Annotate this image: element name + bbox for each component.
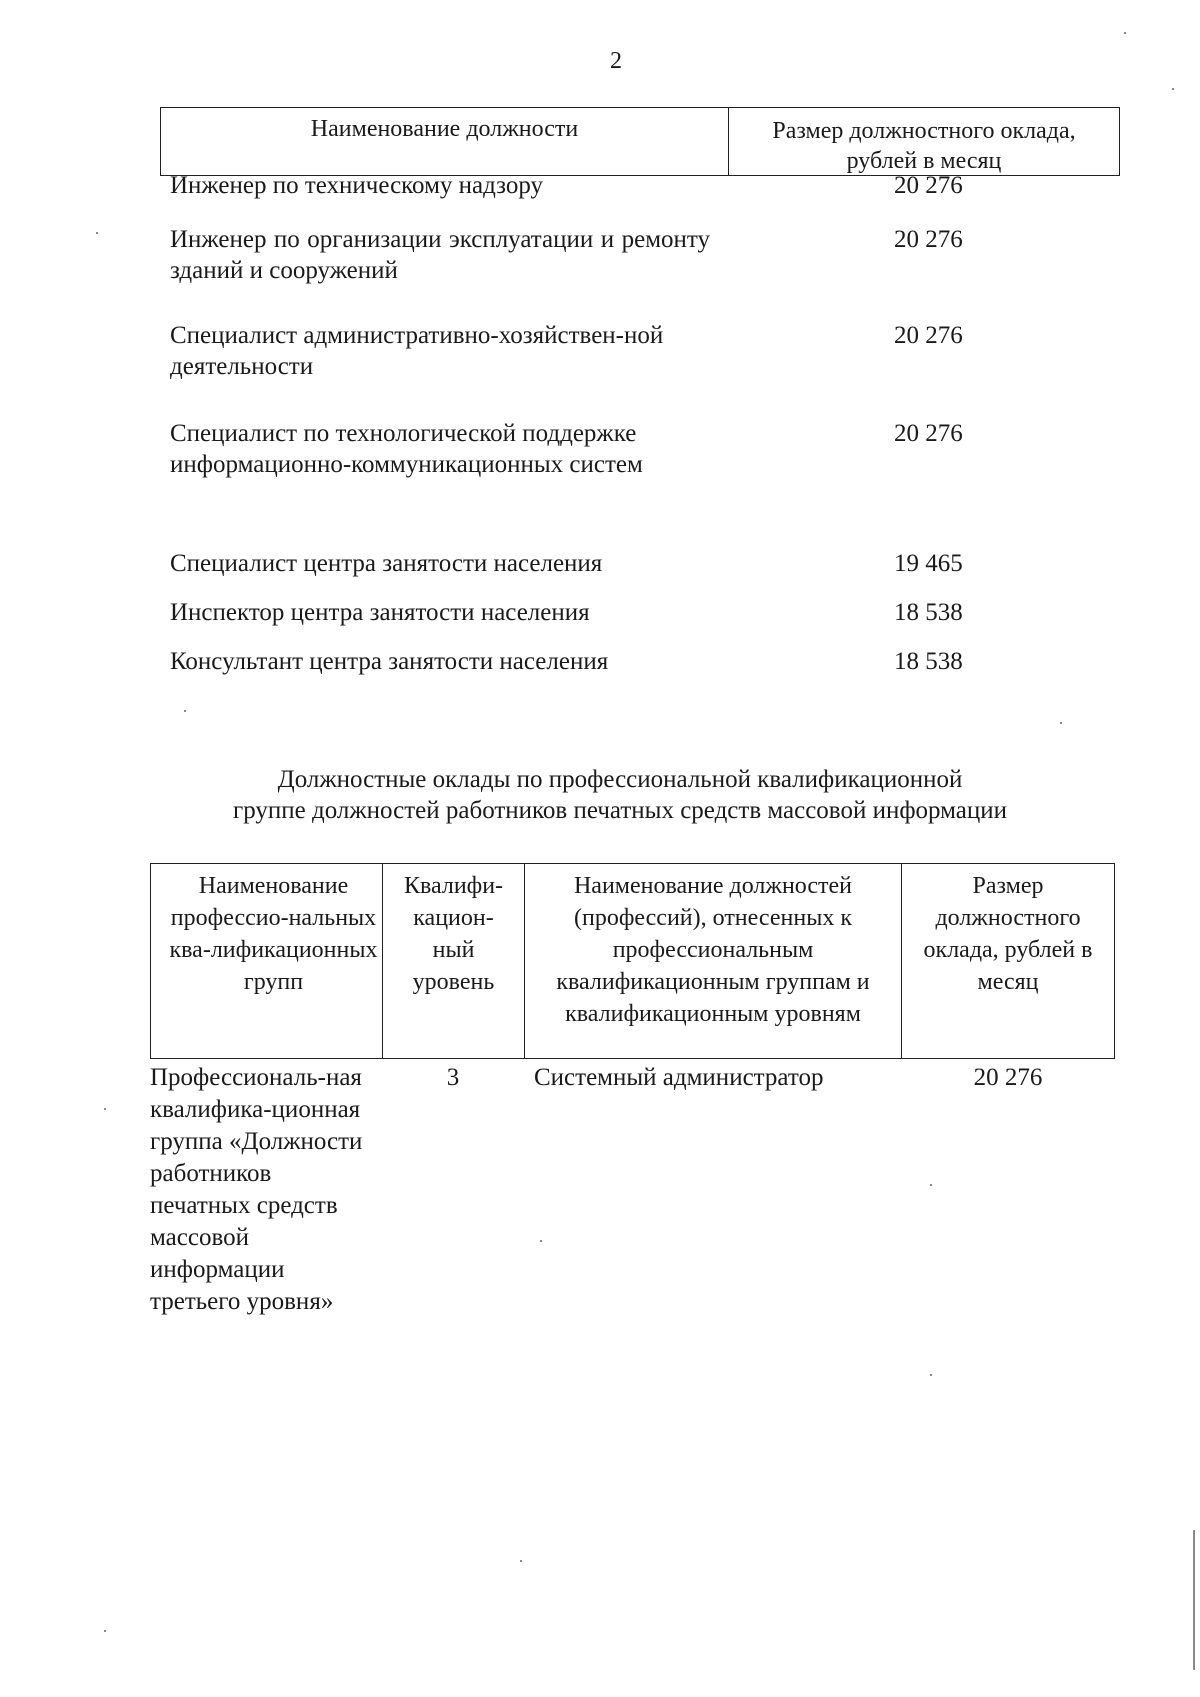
scan-speck <box>104 1630 106 1632</box>
scan-speck <box>930 1184 932 1186</box>
position-name: Инспектор центра занятости населения <box>170 599 590 626</box>
position-name: Специалист центра занятости населения <box>170 550 603 577</box>
position-name: Специалист административно-хозяйствен-ной деятельности <box>170 322 664 380</box>
scan-speck <box>1172 88 1174 90</box>
scan-speck <box>104 1108 106 1110</box>
position-name: Инженер по техническому надзору <box>170 172 544 199</box>
table1-header-position: Наименование должности <box>161 108 729 175</box>
scan-speck <box>1124 32 1126 34</box>
salary-value: 20 276 <box>894 420 963 447</box>
table2-header-level: Квалифи-кацион-ный уровень <box>383 864 525 1058</box>
page-number: 2 <box>610 48 622 74</box>
table2-header-positions: Наименование должностей (профессий), отнесенных к профессиональным квалификационным группам и квалификационным уровням <box>525 864 902 1058</box>
scan-speck <box>540 1240 542 1242</box>
table1-header-salary-line1: Размер должностного оклада, <box>772 118 1076 144</box>
salary-value: 20 276 <box>894 226 963 253</box>
qualification-level: 3 <box>446 1064 460 1091</box>
table2-header <box>150 863 1115 1059</box>
table1-header-salary-line2: рублей в месяц <box>846 148 1002 174</box>
section-heading-line2: группе должностей работников печатных средств массовой информации <box>232 797 1008 824</box>
table2-header-salary: Размер должностного оклада, рублей в месяц <box>923 873 1093 995</box>
salary-value: 18 538 <box>894 648 963 675</box>
position-name: Консультант центра занятости населения <box>170 648 609 675</box>
salary-value: 19 465 <box>894 550 963 577</box>
table1-header <box>160 107 1120 176</box>
section-heading <box>160 764 1080 826</box>
scan-speck <box>96 232 98 234</box>
table2-header-groups: Наименование профессио-нальных ква-лификационных групп <box>151 864 383 1058</box>
scan-speck <box>520 1560 522 1562</box>
scan-speck <box>184 710 186 712</box>
salary-value: 20 276 <box>894 172 963 199</box>
scan-edge-mark <box>1193 1530 1195 1670</box>
position-name: Системный администратор <box>534 1064 824 1091</box>
section-heading-line1: Должностные оклады по профессиональной квалификационной <box>277 766 963 793</box>
qualification-group: Профессиональ-ная квалифика-ционная группа «Должности работников печатных средств массовой информации третьего уровня» <box>150 1064 363 1315</box>
scan-speck <box>1060 722 1062 724</box>
salary-value: 20 276 <box>973 1064 1043 1091</box>
salary-value: 18 538 <box>894 599 963 626</box>
position-name: Инженер по организации эксплуатации и ремонту зданий и сооружений <box>170 226 710 284</box>
salary-value: 20 276 <box>894 322 963 349</box>
position-name: Специалист по технологической поддержке информационно-коммуникационных систем <box>170 420 643 478</box>
scan-speck <box>930 1374 932 1376</box>
